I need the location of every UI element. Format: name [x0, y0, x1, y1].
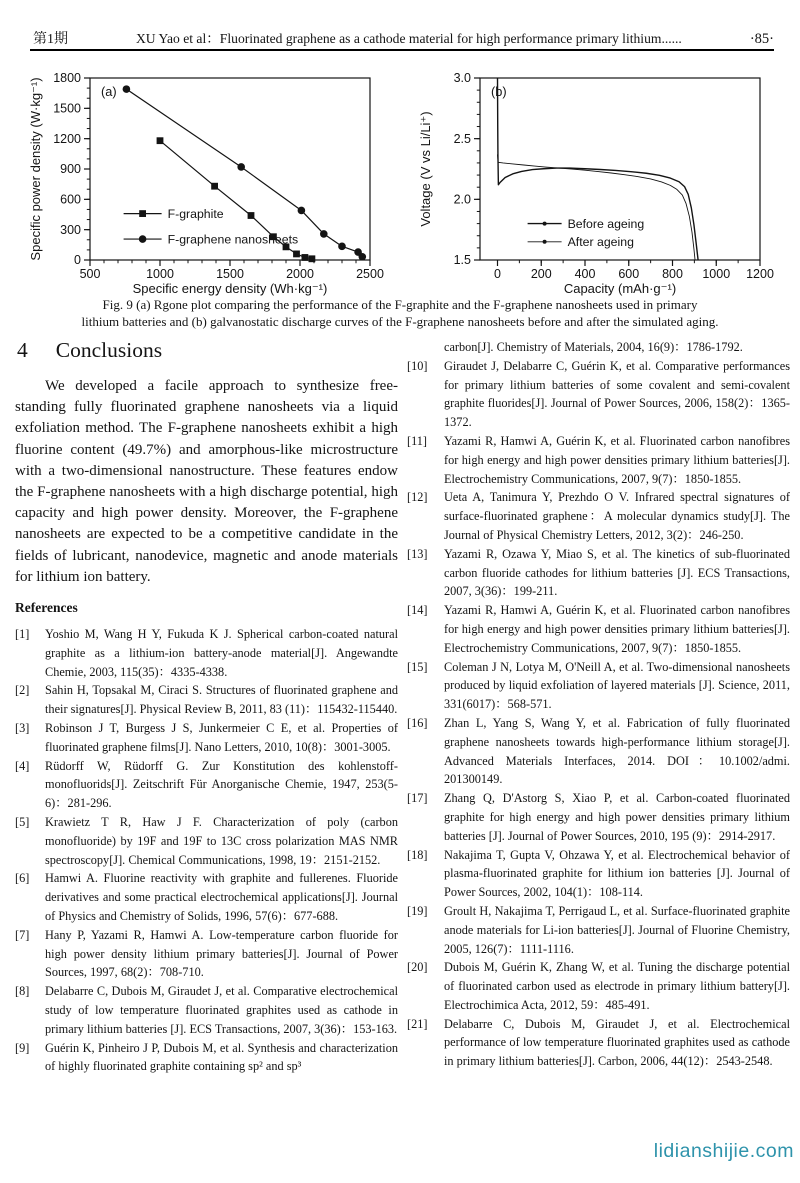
page-header — [33, 27, 774, 48]
svg-text:1200: 1200 — [53, 131, 81, 146]
svg-text:1800: 1800 — [53, 71, 81, 86]
reference-text: Dubois M, Guérin K, Zhang W, et al. Tuning the discharge potential of fluorinated carbon used as electrode in primary lithium battery[J]. Electrochimica Acta, 2012, 59：485-491. — [444, 960, 790, 1012]
svg-text:Capacity (mAh·g⁻¹): Capacity (mAh·g⁻¹) — [563, 281, 677, 296]
svg-text:1200: 1200 — [746, 267, 774, 281]
svg-text:Specific energy density (Wh·kg: Specific energy density (Wh·kg⁻¹) — [132, 281, 328, 296]
svg-text:Before ageing: Before ageing — [567, 216, 645, 231]
reference-text: Yazami R, Hamwi A, Guérin K, et al. Fluorinated carbon nanofibres for high energy and high power densities primary lithium batteries[J]. Electrochemistry Communications, 2007, 9(7)：1850-1855. — [444, 603, 790, 655]
reference-number: [5] — [15, 815, 30, 829]
reference-item — [407, 432, 790, 488]
svg-text:0: 0 — [74, 253, 81, 268]
reference-item — [407, 714, 790, 789]
svg-text:Specific power density (W·kg⁻¹: Specific power density (W·kg⁻¹) — [28, 77, 43, 261]
svg-text:After ageing: After ageing — [567, 235, 634, 250]
svg-text:1500: 1500 — [216, 267, 244, 281]
reference-number: [10] — [407, 358, 428, 373]
reference-number: [20] — [407, 960, 428, 975]
reference-text: Zhan L, Yang S, Wang Y, et al. Fabrication of fully fluorinated graphene nanosheets towards high-performance lithium storage[J]. Advanced Materials Interfaces, 2014. DOI：10.1002/admi. 201300149. — [444, 715, 790, 787]
svg-text:500: 500 — [79, 267, 101, 281]
reference-item — [15, 625, 398, 681]
reference-item — [407, 357, 790, 432]
reference-item — [15, 926, 398, 982]
reference-text: Coleman J N, Lotya M, O'Neill A, et al. Two-dimensional nanosheets produced by liquid exfoliation of layered materials [J]. Science, 2011, 331(6017)：568-571. — [444, 659, 790, 712]
reference-item — [407, 658, 790, 714]
reference-text: Nakajima T, Gupta V, Ohzawa Y, et al. Electrochemical behavior of plasma-fluorinated graphite for lithium ion batteries [J]. Journal of Power Sources, 2002, 104(1)：108-114. — [444, 847, 790, 900]
left-column — [15, 338, 398, 1076]
reference-text: Yazami R, Hamwi A, Guérin K, et al. Fluorinated carbon nanofibres for high energy and high power densities primary lithium batteries[J]. Electrochemistry Communications, 2007, 9(7)：1850-1855. — [444, 433, 790, 486]
reference-number: [18] — [407, 847, 428, 862]
svg-text:2000: 2000 — [286, 267, 314, 281]
reference-text: Krawietz T R, Haw J F. Characterization of poly (carbon monofluoride) by 19F and 19F to 13C cross polarization MAS NMR spectroscopy[J]. Chemical Communications, 1998, 19：2151-2152. — [45, 815, 398, 867]
reference-text: Groult H, Nakajima T, Perrigaud L, et al. Surface-fluorinated graphite anode materials for Li-ion batteries[J]. Journal of Fluorine Chemistry, 2005, 126(7)：1111-1116. — [444, 903, 790, 956]
reference-item — [407, 488, 790, 544]
page-number: ·85· — [749, 31, 774, 47]
reference-item — [15, 982, 398, 1038]
svg-text:600: 600 — [60, 192, 81, 207]
reference-number: [11] — [407, 433, 428, 448]
reference-text: Delabarre C, Dubois M, Giraudet J, et al. Comparative electrochemical study of low temperature fluorinated graphites used as cathode in primary lithium batteries [J]. ECS Transactions, 2007, 3(36)：153-163. — [45, 984, 398, 1036]
reference-item — [15, 1039, 398, 1077]
reference-item — [407, 601, 790, 657]
reference-item — [15, 869, 398, 925]
reference-item — [407, 1015, 790, 1071]
reference-number: [16] — [407, 715, 428, 730]
svg-text:2500: 2500 — [356, 267, 384, 281]
reference-continuation: carbon[J]. Chemistry of Materials, 2004, 16(9)：1786-1792. — [444, 340, 743, 354]
reference-number: [14] — [407, 603, 428, 618]
reference-text: Hamwi A. Fluorine reactivity with graphite and fullerenes. Fluoride derivatives and some practical electrochemical applications[J]. Journal of Physics and Chemistry of Solids, 1996, 57(6)：677-688. — [45, 871, 398, 923]
reference-number: [9] — [15, 1040, 30, 1055]
svg-text:2.0: 2.0 — [453, 192, 471, 207]
reference-number: [21] — [407, 1016, 428, 1031]
svg-text:400: 400 — [574, 267, 596, 281]
figure-caption-line2: lithium batteries and (b) galvanostatic discharge curves of the F-graphene nanosheets before and after the simulated aging. — [81, 314, 719, 329]
reference-item — [15, 719, 398, 757]
reference-number: [13] — [407, 546, 428, 561]
reference-text: Giraudet J, Delabarre C, Guérin K, et al. Comparative performances for primary lithium batteries of some covalent and semi-covalent graphite fluorides[J]. Journal of Power Sources, 2006, 158(2)：1365-1372. — [444, 358, 790, 430]
reference-item — [15, 757, 398, 813]
reference-text: Guérin K, Pinheiro J P, Dubois M, et al. Synthesis and characterization of highly fluorinated graphite containing sp² and sp³ — [45, 1040, 398, 1074]
two-column-body — [15, 338, 791, 1076]
references-heading: References — [15, 600, 78, 616]
reference-text: Sahin H, Topsakal M, Ciraci S. Structures of fluorinated graphene and their signatures[J]. Physical Review B, 2011, 83 (11)：115432-115440. — [45, 683, 398, 717]
watermark: lidianshijie.com — [653, 1140, 794, 1162]
journal-issue: 第1期 — [33, 32, 68, 47]
reference-item — [407, 958, 790, 1014]
chart-rgone-plot — [26, 64, 400, 301]
svg-text:900: 900 — [60, 162, 81, 177]
section-title: Conclusions — [55, 338, 163, 362]
reference-text: Zhang Q, D'Astorg S, Xiao P, et al. Carbon-coated fluorinated graphite for high energy and high power densities primary lithium batteries [J]. Journal of Power Sources, 2010, 195 (9)：2914-2917. — [444, 791, 790, 843]
svg-text:(a): (a) — [101, 84, 117, 99]
reference-number: [17] — [407, 791, 428, 806]
svg-text:1.5: 1.5 — [453, 253, 471, 268]
figure-caption-line1: Fig. 9 (a) Rgone plot comparing the performance of the F-graphite and the F-graphene nanosheets used in primary — [102, 297, 698, 312]
reference-number: [8] — [15, 984, 30, 999]
svg-text:3.0: 3.0 — [453, 71, 471, 86]
reference-item — [407, 789, 790, 845]
chart-discharge-curves — [416, 64, 790, 301]
reference-item — [407, 545, 790, 601]
right-column — [407, 338, 790, 1076]
reference-number: [19] — [407, 903, 428, 918]
svg-text:F-graphene nanosheets: F-graphene nanosheets — [167, 232, 299, 247]
conclusions-paragraph: We developed a facile approach to synthesize free-standing fully fluorinated graphene nanosheets via a liquid exfoliation method. The F-graphene nanosheets exhibit a high fluorine content (49.7%) and amorphous-like microstructure with a two-dimensional nanostructure. These features endow the F-graphene nanosheets with a high discharge potential, high capacity and high power density. Moreover, the F-graphene nanosheets are expected to be a competitive candidate in the fields of lubricant, nanodevice, magnetic and anode materials for lithium ion battery. — [15, 378, 398, 585]
reference-text: Yoshio M, Wang H Y, Fukuda K J. Spherical carbon-coated natural graphite as a lithium-ion battery-anode material[J]. Angewandte Chemie, 2003, 115(35)：4335-4338. — [45, 627, 398, 679]
reference-number: [3] — [15, 721, 30, 736]
reference-number: [6] — [15, 871, 30, 886]
running-title: XU Yao et al：Fluorinated graphene as a cathode material for high performance primary lithium...... — [135, 31, 682, 46]
references-list-right — [407, 357, 790, 1071]
svg-text:800: 800 — [662, 267, 683, 281]
header-rule — [30, 49, 774, 51]
reference-item — [407, 902, 790, 958]
reference-text: Robinson J T, Burgess J S, Junkermeier C E, et al. Properties of fluorinated graphene films[J]. Nano Letters, 2010, 10(8)：3001-3005. — [45, 721, 398, 754]
svg-text:1500: 1500 — [53, 101, 81, 116]
reference-item — [15, 813, 398, 869]
section-heading — [17, 338, 398, 363]
svg-text:1000: 1000 — [146, 267, 174, 281]
figure-caption — [34, 296, 766, 330]
references-list-left — [15, 625, 398, 1076]
reference-number: [12] — [407, 490, 428, 505]
svg-text:F-graphite: F-graphite — [167, 206, 224, 221]
reference-number: [15] — [407, 659, 428, 674]
reference-number: [7] — [15, 927, 30, 942]
reference-item — [407, 846, 790, 902]
reference-text: Delabarre C, Dubois M, Giraudet J, et al. Electrochemical performance of low temperature fluorinated graphites used as cathode in primary lithium batteries[J]. Carbon, 2006, 44(12)：2543-2548. — [444, 1016, 790, 1069]
svg-text:200: 200 — [530, 267, 552, 281]
svg-text:Voltage (V vs Li/Li⁺): Voltage (V vs Li/Li⁺) — [418, 111, 433, 227]
reference-text: Ueta A, Tanimura Y, Prezhdo O V. Infrared spectral signatures of surface-fluorinated graphene：A molecular dynamics study[J]. The Journal of Physical Chemistry Letters, 2012, 3(2)：246-250. — [444, 490, 790, 542]
section-number: 4 — [17, 338, 28, 362]
svg-text:600: 600 — [618, 267, 640, 281]
svg-text:0: 0 — [494, 267, 501, 281]
reference-text: Rüdorff W, Rüdorff G. Zur Konstitution des kohlenstoff-monofluorids[J]. Zeitschrift Für Anorganische Chemie, 1947, 253(5-6)：281-296. — [45, 758, 398, 811]
reference-item — [15, 681, 398, 719]
reference-text: Hany P, Yazami R, Hamwi A. Low-temperature carbon fluoride for high power density lithium primary batteries[J]. Journal of Power Sources, 1997, 68(2)：708-710. — [45, 927, 398, 980]
reference-number: [1] — [15, 627, 30, 642]
reference-number: [4] — [15, 758, 30, 773]
svg-text:1000: 1000 — [702, 267, 731, 281]
reference-number: [2] — [15, 683, 30, 698]
svg-text:2.5: 2.5 — [453, 131, 471, 146]
svg-text:300: 300 — [60, 222, 81, 237]
reference-text: Yazami R, Ozawa Y, Miao S, et al. The kinetics of sub-fluorinated carbon fluoride cathodes for lithium batteries [J]. ECS Transactions, 2007, 3(36)：199-211. — [444, 546, 790, 599]
svg-text:(b): (b) — [491, 84, 507, 99]
